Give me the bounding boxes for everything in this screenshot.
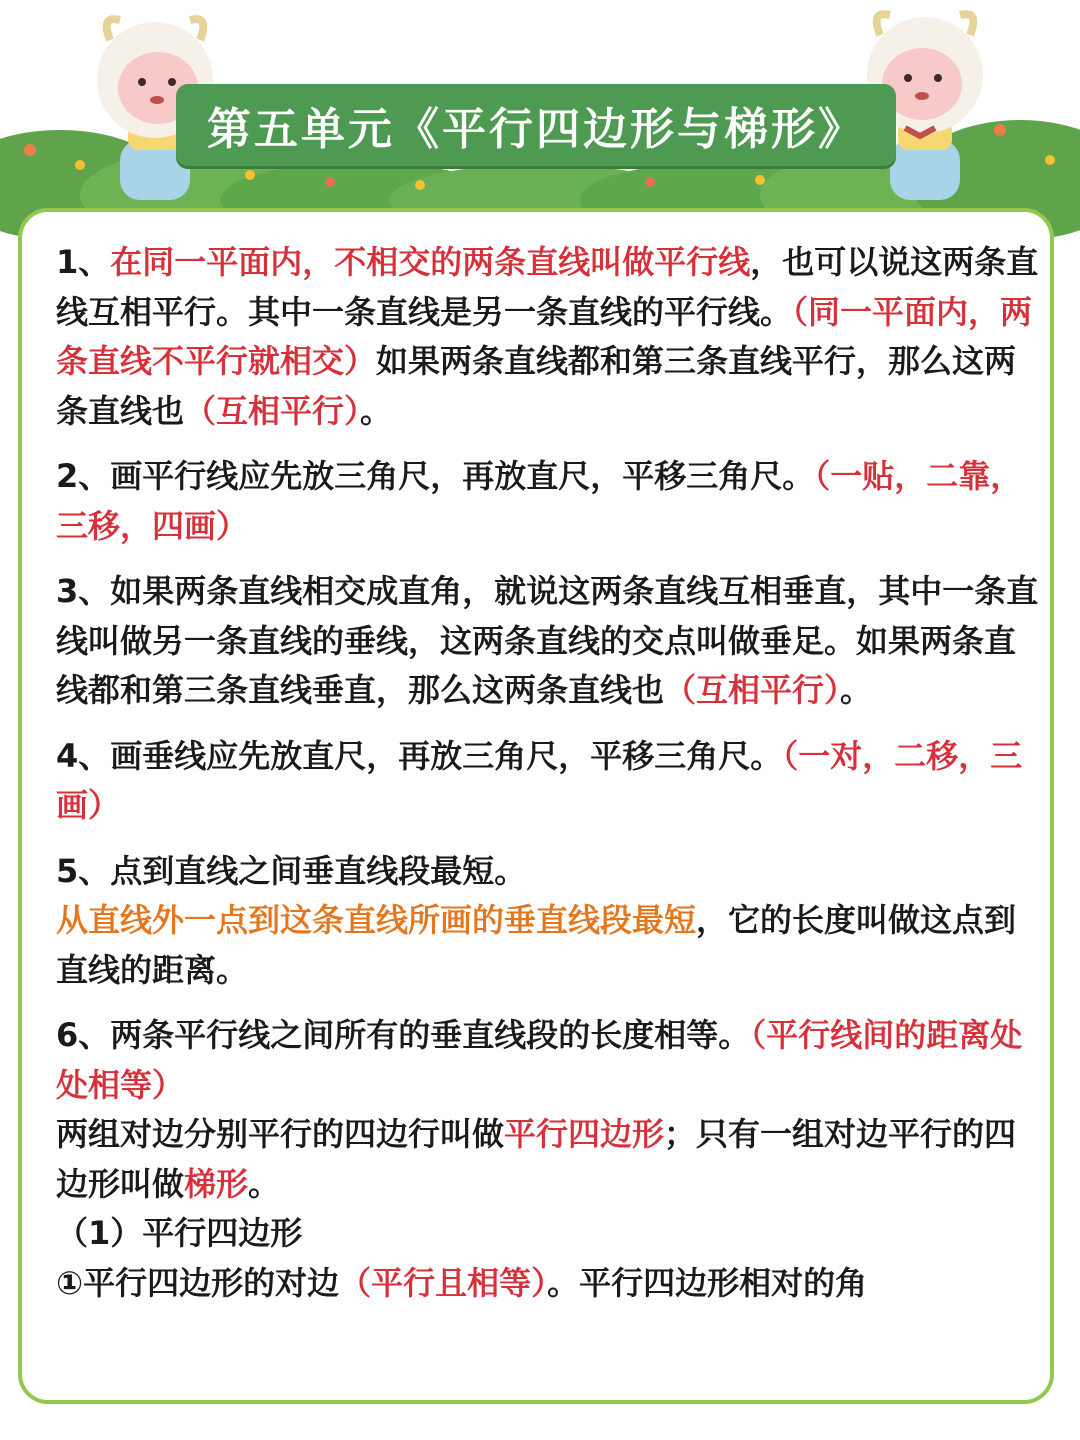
body-text: 两条平行线之间所有的垂直线段的长度相等。 (110, 1016, 751, 1054)
highlight-text: （平行且相等） (339, 1263, 548, 1302)
body-text: 画平行线应先放三角尺，再放直尺，平移三角尺。 (110, 457, 815, 495)
body-text: 。 (248, 1164, 281, 1203)
point-4 (56, 732, 1041, 831)
body-text: 。 (360, 391, 393, 430)
point-2 (56, 452, 1041, 551)
point-5 (56, 847, 1041, 996)
body-text: 画垂线应先放直尺，再放三角尺，平移三角尺。 (110, 736, 783, 775)
point-number: 2、 (56, 457, 111, 495)
point-1 (56, 238, 1041, 436)
body-text: 两组对边分别平行的四边行叫做 (56, 1115, 505, 1153)
highlight-text: 平行四边形 (504, 1115, 665, 1153)
content-body (56, 238, 1041, 1308)
point-number: 5、 (56, 851, 111, 890)
sub-point-1 (56, 1259, 1041, 1309)
body-text: ①平行四边形的对边 (56, 1263, 340, 1302)
point-number: 4、 (56, 736, 111, 775)
body-text: 如果两条直线相交成直角，就说这两条直线互相垂直，其中一条直线叫做另一条直线的垂线，这两条直线的交点叫做垂足。如果两条直线都和第三条直线垂直，那么这两条直线也 (56, 572, 1039, 709)
point-5-line (56, 847, 1041, 897)
point-5-detail (56, 896, 1041, 995)
highlight-text: 从直线外一点到这条直线所画的垂直线段最短 (56, 901, 697, 939)
point-6 (56, 1011, 1041, 1308)
highlight-text: （平行线间的距离处处相等） (56, 1016, 1023, 1104)
sub-heading: （1）平行四边形 (56, 1214, 303, 1252)
highlight-text: （同一平面内，两条直线不平行就相交） (56, 292, 1033, 380)
body-text: ，它的长度叫做这点到直线的距离。 (56, 901, 1017, 989)
highlight-text: 在同一平面内，不相交的两条直线叫做平行线 (110, 243, 751, 281)
body-text: ，也可以说这两条直线互相平行。其中一条直线是另一条直线的平行线。 (56, 243, 1039, 331)
highlight-text: （一贴，二靠，三移，四画） (56, 457, 1023, 545)
body-text: 如果两条直线都和第三条直线平行，那么这两条直线也 (56, 342, 1017, 430)
point-3 (56, 567, 1041, 716)
point-number: 3、 (56, 572, 111, 610)
body-text: ；只有一组对边平行的四边形叫做 (56, 1115, 1017, 1203)
highlight-text: 梯形 (184, 1164, 249, 1203)
body-text: 。平行四边形相对的角 (547, 1263, 868, 1302)
body-text: 。 (840, 671, 873, 709)
highlight-text: （一对，二移，三画） (56, 736, 1023, 824)
page-title: 第五单元《平行四边形与梯形》 (176, 84, 896, 166)
point-6-definitions (56, 1110, 1041, 1209)
point-number: 1、 (56, 243, 111, 281)
body-text: 点到直线之间垂直线段最短。 (110, 851, 527, 890)
point-number: 6、 (56, 1016, 111, 1054)
highlight-text: （互相平行） (664, 671, 841, 709)
point-6-line (56, 1011, 1041, 1110)
highlight-text: （互相平行） (184, 391, 361, 430)
